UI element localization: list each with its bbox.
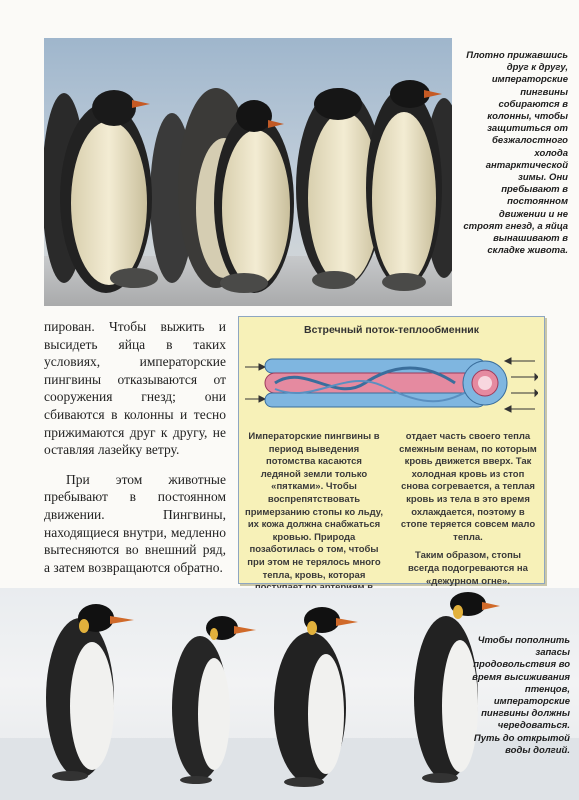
penguin-huddle-photo [44,38,452,306]
top-photo-caption: Плотно прижавшись друг к другу, императорские пингвины собираются в колонны, чтобы защититься от безжалостного холода антарктической зимы. Они пребывают в постоянном движении и не строят гнезд, а яйца вынашивают в складке живота. [463,50,568,257]
bottom-photo-caption: Чтобы пополнить запасы продовольствия во время высиживания птенцов, императорские пингвины должны чередоваться. Путь до открытой воды долгий. [472,635,570,756]
box-left-paragraph: Императорские пингвины в период выведения потомства касаются ледяной земли только «пятками». Чтобы воспрепятствовать примерзанию стопы ко льду, их кожа должна снабжаться кровью. Природа позаботилась о том, чтобы при этом не терялось много тепла, кровь, которая [245,431,383,581]
paragraph-1: пирован. Чтобы выжить и высидеть яйца в таких условиях, императорские пингвины отказываются от сооружения гнезд; они сбиваются в колонны и тесно прижимаются друг к другу, не оставляя лазейку ветру. [44,319,226,458]
flow-arrows-right [505,358,538,412]
box-right-paragraph-2: Таким образом, стопы всегда подогреваются на «дежурном огне». [408,550,528,587]
box-text-left [245,431,383,613]
flow-arrows-left [245,364,265,402]
blood-vessel-diagram [245,343,538,425]
box-text-right [399,431,537,594]
paragraph-2: При этом животные пребывают в постоянном движении. Пингвины, находящиеся внутри, медленно вытесняются во внешний ряд, а затем возвращаются обратно. [44,471,226,575]
heat-exchanger-box [238,316,545,587]
box-right-paragraph-1: отдает часть своего тепла смежным венам, по которым кровь движется вверх. Так холодная кровь из стоп снова согревается, а теплая кровь из тела в это время охлаждается, поэтому в стопе теряется совсем мало тепла. [399,431,537,543]
box-title: Встречный поток-теплообменник [303,324,480,336]
penguin-huddle-illustration [44,38,452,306]
